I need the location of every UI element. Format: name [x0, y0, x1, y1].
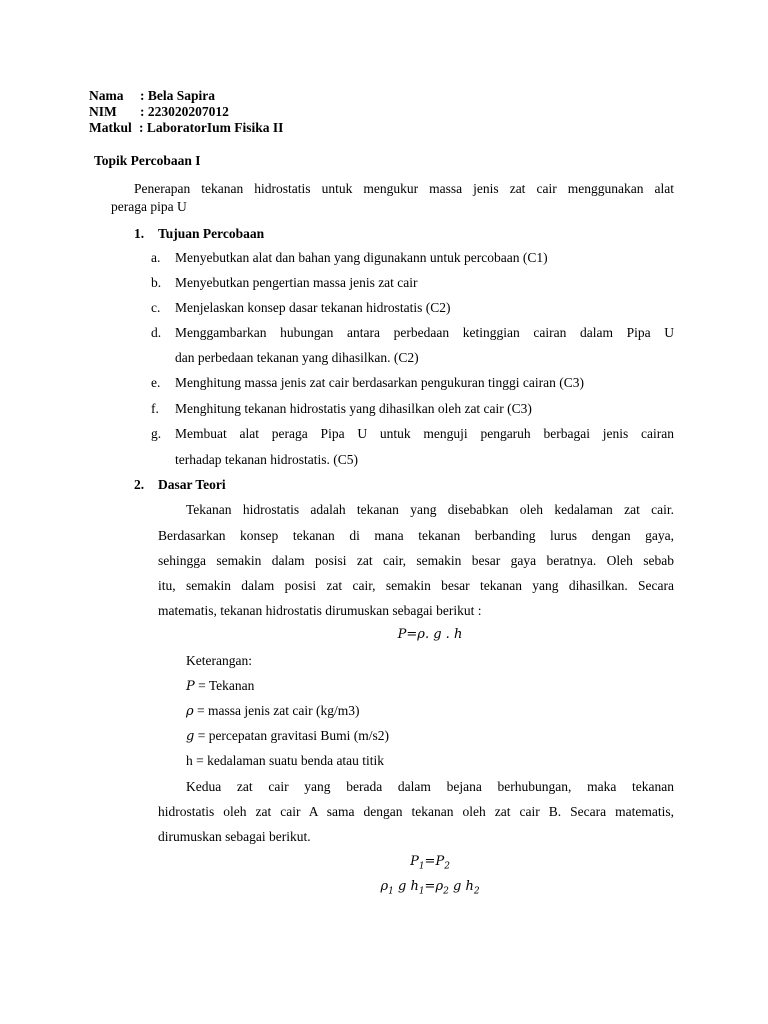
nim-label: NIM: [89, 104, 117, 119]
list-item-e: [151, 375, 584, 391]
nama-value: : Bela Sapira: [140, 88, 216, 103]
formula-pressure-equal: $P_1=P_2$: [410, 854, 450, 872]
section-2-heading: [134, 477, 226, 493]
def-desc: = massa jenis zat cair (kg/m3): [193, 703, 360, 718]
def-gravity: [186, 728, 389, 744]
list-marker: f.: [151, 401, 159, 416]
intro-line-2: peraga pipa U: [111, 199, 187, 214]
theory2-line-2: hidrostatis oleh zat cair A sama dengan tekanan oleh zat cair B. Secara matematis,: [158, 804, 674, 819]
matkul-label: Matkul: [89, 120, 132, 135]
def-desc: = percepatan gravitasi Bumi (m/s2): [194, 728, 390, 743]
formula-density-equal: $\rho_1$ g $h_1=\rho_2$ g $h_2$: [380, 879, 480, 897]
def-depth: h = kedalaman suatu benda atau titik: [186, 753, 385, 768]
section-1-title: Tujuan Percobaan: [158, 226, 265, 241]
formula-hydrostatic: P=ρ. g . h: [397, 627, 463, 642]
list-item-g-cont: terhadap tekanan hidrostatis. (C5): [175, 452, 358, 467]
def-desc: = Tekanan: [194, 678, 255, 693]
header-nim: [89, 104, 229, 120]
theory-line-1: Tekanan hidrostatis adalah tekanan yang disebabkan oleh kedalaman zat cair.: [186, 502, 674, 517]
header-matkul: [89, 120, 283, 136]
list-item-c: [151, 300, 451, 316]
list-marker: b.: [151, 275, 162, 290]
def-density: [186, 703, 359, 719]
matkul-value: : LaboratorIum Fisika II: [139, 120, 284, 135]
theory-line-5: matematis, tekanan hidrostatis dirumuskan sebagai berikut :: [158, 603, 482, 618]
list-text: Menghitung tekanan hidrostatis yang dihasilkan oleh zat cair (C3): [175, 401, 532, 416]
list-item-d-cont: dan perbedaan tekanan yang dihasilkan. (C2): [175, 350, 419, 365]
header-nama: [89, 88, 215, 104]
list-item-g-marker: g.: [151, 426, 162, 441]
section-1-number: 1.: [134, 226, 145, 241]
list-marker: e.: [151, 375, 161, 390]
list-item-d: Menggambarkan hubungan antara perbedaan ketinggian cairan dalam Pipa U: [175, 325, 674, 340]
list-text: Menjelaskan konsep dasar tekanan hidrostatis (C2): [175, 300, 451, 315]
theory2-line-1: Kedua zat cair yang berada dalam bejana berhubungan, maka tekanan: [186, 779, 674, 794]
def-symbol: g: [186, 729, 195, 744]
def-symbol: ρ: [186, 704, 194, 719]
list-marker: c.: [151, 300, 161, 315]
def-pressure: [186, 678, 254, 694]
theory-line-3: sehingga semakin dalam posisi zat cair, semakin besar gaya beratnya. Oleh sebab: [158, 553, 674, 568]
theory2-line-3: dirumuskan sebagai berikut.: [158, 829, 311, 844]
topic-title: Topik Percobaan I: [94, 153, 201, 168]
section-2-title: Dasar Teori: [158, 477, 226, 492]
list-marker: a.: [151, 250, 161, 265]
list-item-d-marker: d.: [151, 325, 162, 340]
list-text: Menghitung massa jenis zat cair berdasarkan pengukuran tinggi cairan (C3): [175, 375, 584, 390]
nim-value: : 223020207012: [140, 104, 229, 119]
keterangan-label: Keterangan:: [186, 653, 252, 668]
list-text: Menyebutkan alat dan bahan yang digunakann untuk percobaan (C1): [175, 250, 548, 265]
nama-label: Nama: [89, 88, 124, 103]
def-symbol: P: [186, 679, 195, 694]
section-1-heading: [134, 226, 264, 242]
list-item-f: [151, 401, 532, 417]
list-text: Menyebutkan pengertian massa jenis zat cair: [175, 275, 418, 290]
intro-line-1: Penerapan tekanan hidrostatis untuk mengukur massa jenis zat cair menggunakan alat: [134, 181, 674, 196]
list-item-a: [151, 250, 548, 266]
theory-line-4: itu, semakin dalam posisi zat cair, semakin besar tekanan yang dihasilkan. Secara: [158, 578, 674, 593]
section-2-number: 2.: [134, 477, 145, 492]
theory-line-2: Berdasarkan konsep tekanan di mana tekanan berbanding lurus dengan gaya,: [158, 528, 674, 543]
list-item-g: Membuat alat peraga Pipa U untuk menguji pengaruh berbagai jenis cairan: [175, 426, 674, 441]
list-item-b: [151, 275, 418, 291]
